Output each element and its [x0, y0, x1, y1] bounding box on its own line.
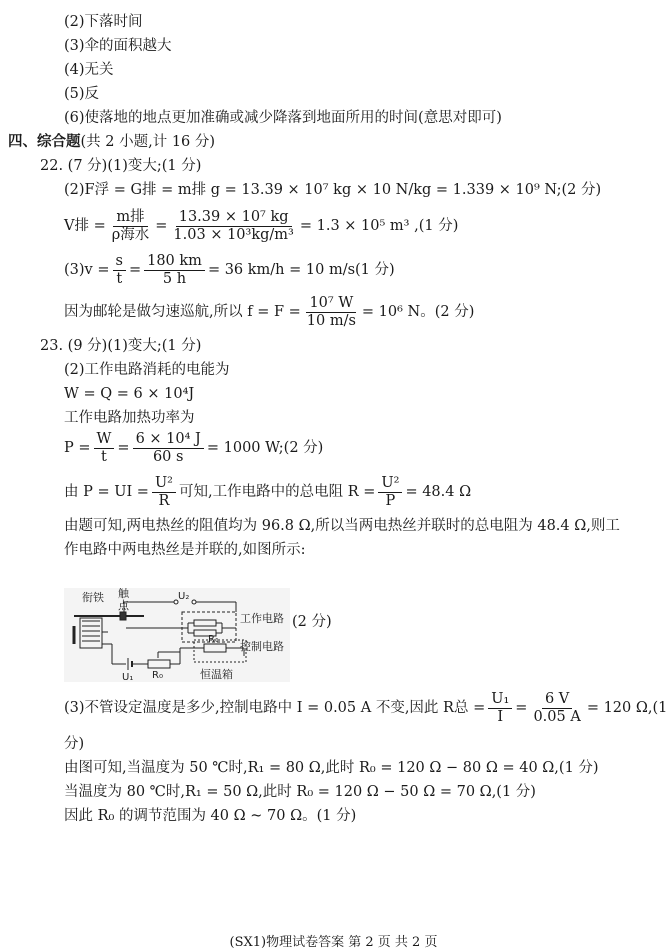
q23-r-fraction-1 [152, 475, 176, 510]
fraction-denominator: 60 s [152, 448, 184, 465]
q22-speed-formula: (3)v = $\frac{s}{t}$ = $\frac{180 km}{5 h}$ = 36 km/h = 10 m/s(1 分) [64, 252, 395, 287]
q22-v-fraction-2 [170, 209, 296, 244]
fraction-denominator: 1.03 × 10³kg/m³ [173, 226, 294, 243]
label-control-circuit: 控制电路 [240, 640, 284, 653]
fraction-numerator: U₁ [488, 691, 512, 709]
q23-p-lhs: P = [64, 440, 91, 456]
q23-line-energy: (2)工作电路消耗的电能为 [64, 362, 230, 378]
label-work-circuit: 工作电路 [240, 612, 284, 625]
q22-v-lhs: V排 = [64, 218, 106, 234]
q22-f-lhs: 因为邮轮是做匀速巡航,所以 f = F = [64, 304, 301, 320]
q23-p3-a: (3)不管设定温度是多少,控制电路中 I = 0.05 A 不变,因此 R总 = [64, 700, 486, 716]
q22-head: 22. (7 分)(1)变大;(1 分) [40, 158, 202, 174]
fraction-numerator: 6 × 10⁴ J [133, 431, 204, 449]
label-r0: R₀ [152, 670, 163, 681]
q23-power-formula: P = $\frac{W}{t}$ = $\frac{\text{6 × 10⁴ J}}{60 s}$ = 1000 W;(2 分) [64, 430, 324, 465]
q22-v-rhs: = 1.3 × 10⁵ m³ ,(1 分) [299, 218, 459, 234]
q23-paragraph-line-2: 作电路中两电热丝是并联的,如图所示: [64, 542, 306, 558]
fraction-denominator: t [116, 270, 123, 287]
fraction-numerator: 10⁷ W [306, 295, 356, 313]
label-xiantie: 衔铁 [82, 591, 104, 604]
answer-line-3: (3)伞的面积越大 [64, 38, 172, 54]
fraction-numerator: s [113, 253, 126, 271]
q23-line-w: W = Q = 6 × 10⁴J [64, 386, 195, 402]
label-thermostat: 恒温箱 [200, 668, 233, 681]
q23-part3-continuation: 分) [64, 736, 85, 752]
q22-f-fraction [304, 295, 359, 330]
q22-p3-rhs: = 36 km/h = 10 m/s(1 分) [207, 262, 395, 278]
section-note: (共 2 小题,计 16 分) [80, 134, 216, 150]
fraction-denominator: ρ海水 [111, 226, 150, 243]
fraction-denominator: P [385, 492, 396, 509]
fraction-denominator: 5 h [162, 270, 187, 287]
fraction-denominator: 10 m/s [306, 312, 356, 329]
q22-p3-lhs: (3)v = [64, 262, 110, 278]
q23-diagram-score: (2 分) [292, 614, 332, 630]
q23-line-80c: 当温度为 80 ℃时,R₁ = 50 Ω,此时 R₀ = 120 Ω − 50 Ω = 70 Ω,(1 分) [64, 784, 536, 800]
page-footer: (SX1)物理试卷答案 第 2 页 共 2 页 [229, 935, 438, 950]
circuit-diagram [64, 588, 290, 682]
q22-force-formula [64, 292, 474, 332]
q23-r-fraction-2 [378, 475, 402, 510]
label-dian: 点 [118, 599, 129, 612]
answer-line-2: (2)下落时间 [64, 14, 143, 30]
q22-p3-fraction-1 [113, 253, 126, 288]
fraction-numerator: U² [152, 475, 176, 493]
q22-volume-formula: V排 = $\frac{\text{m排}}{\text{ρ海水}}$ = $\frac{\text{13.39 × 10⁷ kg}}{\text{1.03 × 10³kg/m³}}$ = 1.3 × 10⁵ m³ ,(1 分) [64, 208, 459, 243]
fraction-numerator: U² [378, 475, 402, 493]
q23-paragraph-line-1: 由题可知,两电热丝的阻值均为 96.8 Ω,所以当两电热丝并联时的总电阻为 48.4 Ω,则工 [64, 518, 620, 534]
q23-p-rhs: = 1000 W;(2 分) [206, 440, 324, 456]
q22-p3-fraction-2 [144, 253, 205, 288]
q23-p-fraction-2 [133, 431, 204, 466]
fraction-denominator: R [158, 492, 170, 509]
q23-line-range: 因此 R₀ 的调节范围为 40 Ω ~ 70 Ω。(1 分) [64, 808, 357, 824]
q23-p3-b: = 120 Ω,(1 [586, 700, 667, 716]
q23-p-fraction-1 [94, 431, 115, 466]
q22-v-fraction-1 [109, 209, 153, 244]
q23-line-power: 工作电路加热功率为 [64, 410, 195, 426]
answer-line-6: (6)使落地的地点更加准确或减少降落到地面所用的时间(意思对即可) [64, 110, 502, 126]
fraction-numerator: 6 V [542, 691, 572, 709]
fraction-numerator: 13.39 × 10⁷ kg [176, 209, 292, 227]
fraction-denominator: t [101, 448, 107, 465]
q23-r-c: = 48.4 Ω [405, 484, 472, 500]
section-title: 四、综合题 [8, 134, 81, 150]
fraction-denominator: I [497, 708, 504, 725]
q22-part2a: (2)F浮 = G排 = m排 g = 13.39 × 10⁷ kg × 10 N/kg = 1.339 × 10⁹ N;(2 分) [64, 182, 602, 198]
q22-f-rhs: = 10⁶ N。(2 分) [361, 304, 475, 320]
contact-point [120, 612, 126, 620]
label-u2: U₂ [178, 591, 190, 602]
label-chu: 触 [118, 588, 129, 600]
q23-resistance-formula [64, 472, 471, 512]
q23-p3-fraction-2 [530, 691, 583, 726]
label-u1: U₁ [122, 672, 134, 682]
q23-line-50c: 由图可知,当温度为 50 ℃时,R₁ = 80 Ω,此时 R₀ = 120 Ω − 80 Ω = 40 Ω,(1 分) [64, 760, 599, 776]
u2-terminal-right [192, 600, 196, 604]
q23-r-a: 由 P = UI = [64, 484, 149, 500]
fraction-numerator: 180 km [144, 253, 205, 271]
section-header [8, 132, 215, 152]
fraction-denominator: 0.05 A [533, 708, 581, 725]
q23-head: 23. (9 分)(1)变大;(1 分) [40, 338, 202, 354]
q23-p3-fraction-1 [488, 691, 512, 726]
answer-line-5: (5)反 [64, 86, 100, 102]
q23-part3-formula: (3)不管设定温度是多少,控制电路中 I = 0.05 A 不变,因此 R总 = $\frac{\text{U₁}}{I}$ = $\frac{6 V}{0.05 A}$ = 120 Ω,(1 [64, 690, 667, 725]
fraction-numerator: m排 [113, 209, 147, 227]
q23-r-b: 可知,工作电路中的总电阻 R = [179, 484, 376, 500]
fraction-numerator: W [94, 431, 115, 449]
label-r1: R₁ [208, 634, 219, 645]
answer-line-4: (4)无关 [64, 62, 114, 78]
